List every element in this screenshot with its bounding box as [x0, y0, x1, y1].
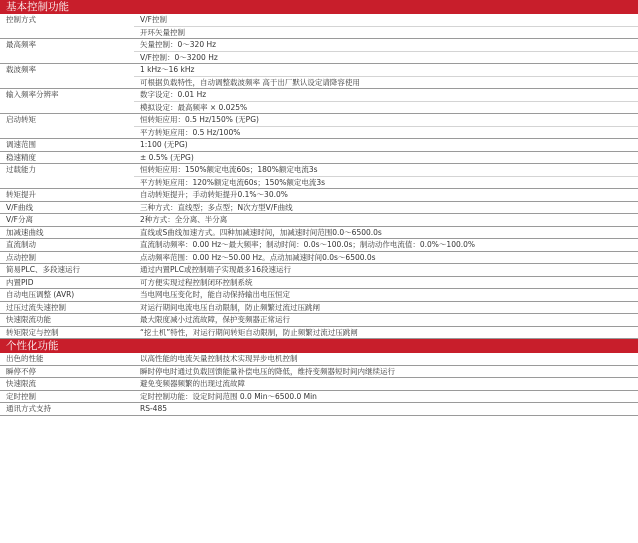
spec-table — [0, 353, 638, 416]
spec-label: 定时控制 — [0, 390, 134, 403]
spec-row — [0, 26, 638, 39]
spec-value: 平方转矩应用：120%额定电流60s；150%额定电流3s — [134, 176, 638, 189]
spec-value: 恒转矩应用：150%额定电流60s；180%额定电流3s — [134, 164, 638, 177]
spec-value: 瞬时停电时通过负载回馈能量补偿电压的降低，维持变频器短时间内继续运行 — [134, 365, 638, 378]
spec-value: 直线或S曲线加速方式。四种加减速时间，加减速时间范围0.0～6500.0s — [134, 226, 638, 239]
spec-value: “挖土机”特性，对运行期间转矩自动限制，防止频繁过流过压跳闸 — [134, 326, 638, 339]
spec-value: 2种方式：全分离、半分离 — [134, 214, 638, 227]
spec-value: 矢量控制：0～320 Hz — [134, 39, 638, 52]
spec-label-spacer — [0, 176, 134, 189]
spec-label: 快速限流 — [0, 378, 134, 391]
spec-label: 直流制动 — [0, 239, 134, 252]
spec-label: 转矩提升 — [0, 189, 134, 202]
spec-value: 三种方式：直线型；多点型；N次方型V/F曲线 — [134, 201, 638, 214]
spec-label-spacer — [0, 51, 134, 64]
spec-row — [0, 353, 638, 365]
spec-value: 直流制动频率：0.00 Hz～最大频率；制动时间：0.0s～100.0s；制动动作电流值：0.0%～100.0% — [134, 239, 638, 252]
spec-row — [0, 326, 638, 339]
spec-value: 定时控制功能：设定时间范围 0.0 Min～6500.0 Min — [134, 390, 638, 403]
spec-row — [0, 126, 638, 139]
spec-value: 1:100 (无PG) — [134, 139, 638, 152]
spec-value: 以高性能的电流矢量控制技术实现异步电机控制 — [140, 354, 298, 363]
spec-label-spacer — [0, 26, 134, 39]
spec-value: 自动转矩提升；手动转矩提升0.1%～30.0% — [134, 189, 638, 202]
spec-value: V/F控制 — [140, 15, 167, 24]
spec-value: 最大限度减小过流故障，保护变频器正常运行 — [134, 314, 638, 327]
spec-row — [0, 89, 638, 102]
spec-label: 过载能力 — [0, 164, 134, 177]
spec-row — [0, 251, 638, 264]
spec-label: 输入频率分辨率 — [0, 89, 134, 102]
spec-row — [0, 239, 638, 252]
section-header: 基本控制功能 — [0, 0, 638, 14]
spec-row — [0, 214, 638, 227]
spec-label: 启动转矩 — [0, 114, 134, 127]
spec-row — [0, 314, 638, 327]
spec-row — [0, 264, 638, 277]
spec-label: 加减速曲线 — [0, 226, 134, 239]
spec-value: 1 kHz～16 kHz — [134, 64, 638, 77]
spec-label: 载波频率 — [0, 64, 134, 77]
spec-value: 通过内置PLC或控制端子实现最多16段速运行 — [134, 264, 638, 277]
spec-row — [0, 151, 638, 164]
spec-row — [0, 39, 638, 52]
spec-value: 对运行期间电流电压自动限制，防止频繁过流过压跳闸 — [134, 301, 638, 314]
spec-label-spacer — [0, 76, 134, 89]
spec-value: V/F控制：0～3200 Hz — [134, 51, 638, 64]
spec-value: 可方便实现过程控制闭环控制系统 — [134, 276, 638, 289]
spec-label: 快速限流功能 — [0, 314, 134, 327]
spec-row — [0, 276, 638, 289]
spec-label: V/F分离 — [0, 214, 134, 227]
spec-value: 避免变频器频繁的出现过流故障 — [134, 378, 638, 391]
spec-row — [0, 114, 638, 127]
spec-label: 出色的性能 — [6, 354, 44, 363]
spec-value: 数字设定：0.01 Hz — [134, 89, 638, 102]
spec-row — [0, 365, 638, 378]
spec-label: 最高频率 — [0, 39, 134, 52]
spec-row — [0, 176, 638, 189]
spec-value: RS-485 — [134, 403, 638, 416]
spec-value: 开环矢量控制 — [134, 26, 638, 39]
spec-label: 简易PLC、多段速运行 — [0, 264, 134, 277]
spec-row — [0, 301, 638, 314]
spec-label: 点动控制 — [0, 251, 134, 264]
spec-value: 恒转矩应用：0.5 Hz/150% (无PG) — [134, 114, 638, 127]
spec-label: 内置PID — [0, 276, 134, 289]
spec-table — [0, 14, 638, 339]
spec-row — [0, 189, 638, 202]
spec-label: 瞬停不停 — [0, 365, 134, 378]
spec-row — [0, 226, 638, 239]
spec-label: 通讯方式支持 — [0, 403, 134, 416]
spec-row — [0, 51, 638, 64]
spec-row — [0, 201, 638, 214]
spec-label: 调速范围 — [0, 139, 134, 152]
spec-row — [0, 139, 638, 152]
section-header: 个性化功能 — [0, 339, 638, 353]
spec-label-spacer — [0, 126, 134, 139]
spec-row — [0, 378, 638, 391]
spec-label: 自动电压调整 (AVR) — [0, 289, 134, 302]
spec-row — [0, 164, 638, 177]
spec-label: 控制方式 — [6, 15, 36, 24]
spec-label: 转矩限定与控制 — [0, 326, 134, 339]
spec-row — [0, 403, 638, 416]
spec-row — [0, 76, 638, 89]
spec-value: 模拟设定：最高频率 × 0.025% — [134, 101, 638, 114]
spec-row — [0, 289, 638, 302]
spec-value: 可根据负载特性，自动调整载波频率 高于出厂默认设定请降容使用 — [134, 76, 638, 89]
spec-value: ± 0.5% (无PG) — [134, 151, 638, 164]
spec-row — [0, 101, 638, 114]
spec-label: 稳速精度 — [0, 151, 134, 164]
spec-label-spacer — [0, 101, 134, 114]
spec-value: 点动频率范围：0.00 Hz～50.00 Hz。点动加减速时间0.0s～6500.0s — [134, 251, 638, 264]
spec-label: V/F曲线 — [0, 201, 134, 214]
spec-value: 平方转矩应用：0.5 Hz/100% — [134, 126, 638, 139]
spec-row — [0, 14, 638, 26]
spec-value: 当电网电压变化时，能自动保持输出电压恒定 — [134, 289, 638, 302]
spec-row — [0, 390, 638, 403]
spec-row — [0, 64, 638, 77]
spec-label: 过压过流失速控制 — [0, 301, 134, 314]
